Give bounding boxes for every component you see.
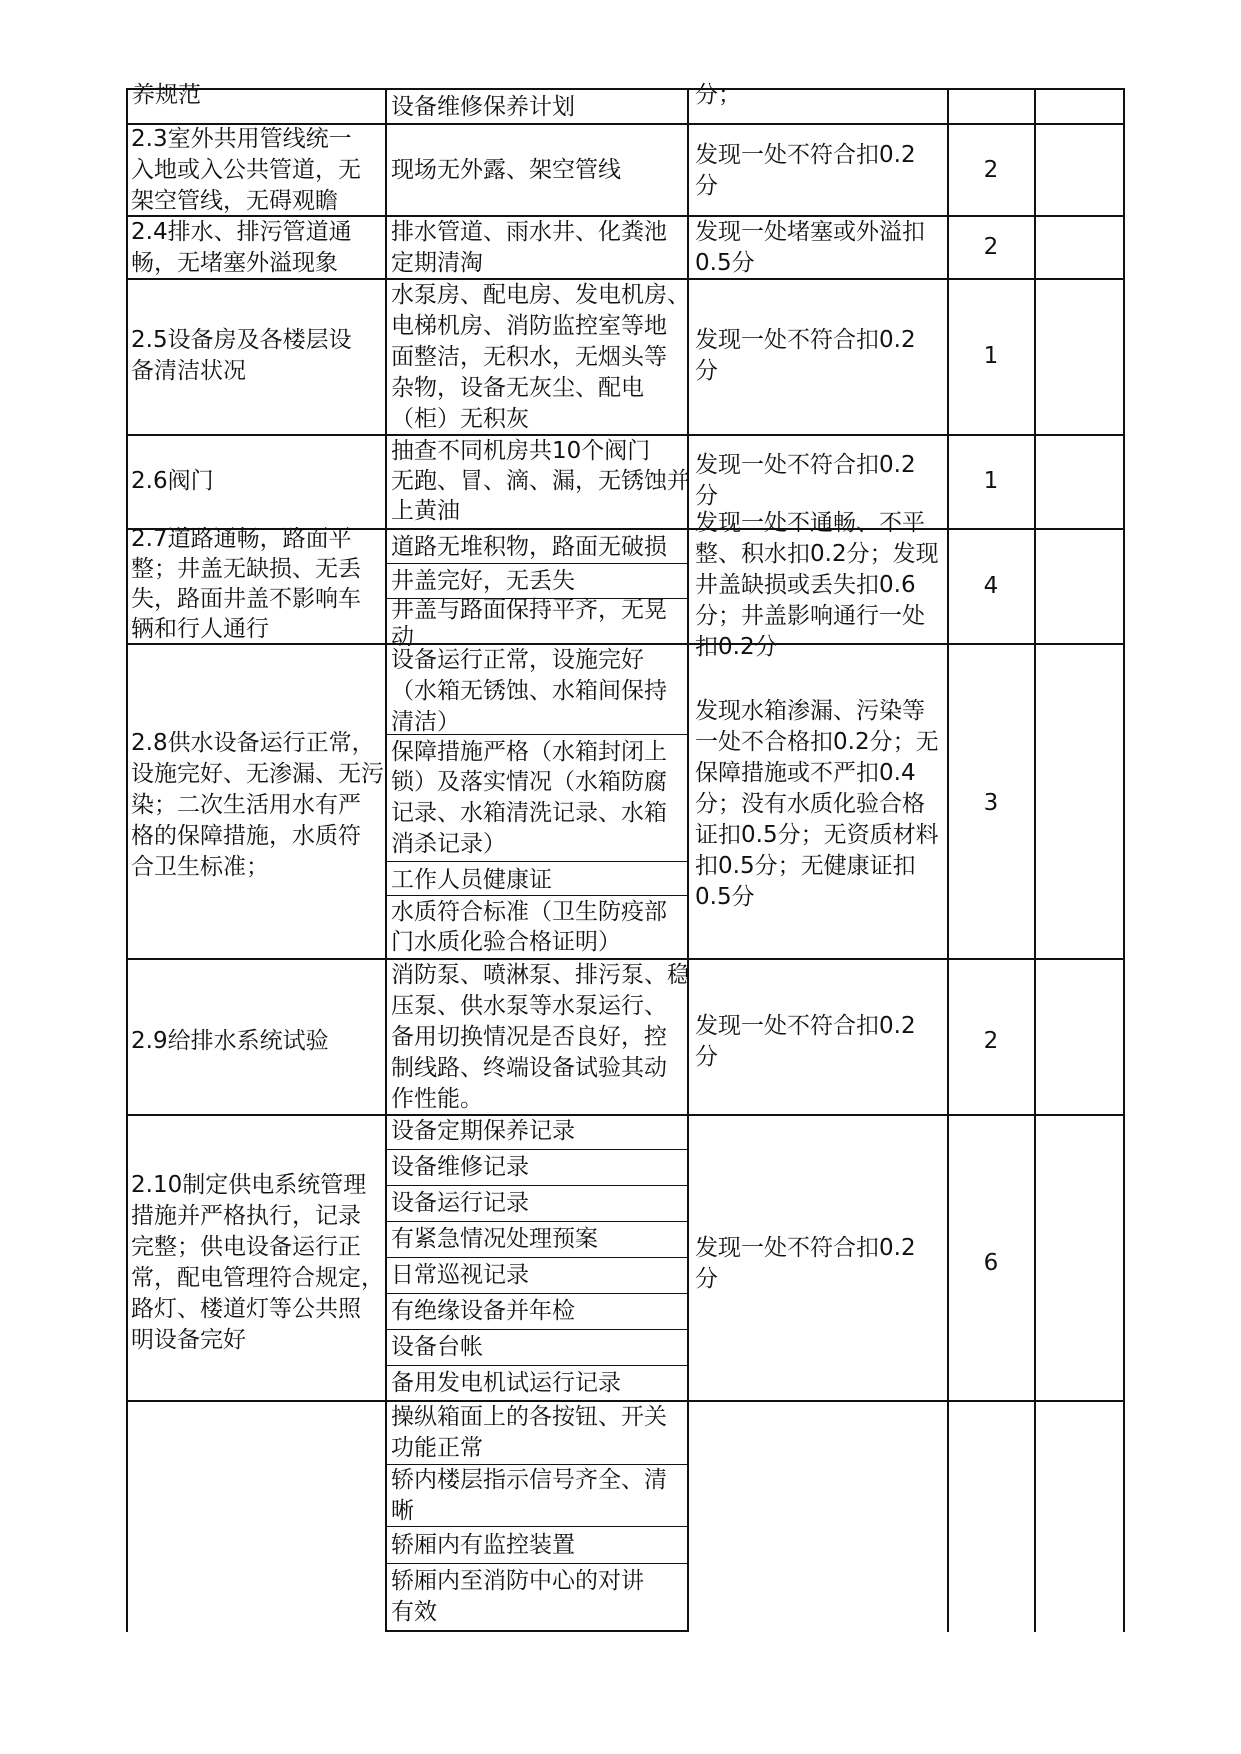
subrow-border (385, 1221, 688, 1222)
standard-text: 有效 (391, 1599, 437, 1625)
standard-text: 备用切换情况是否良好，控 (391, 1024, 667, 1050)
standard-text: 轿厢内至消防中心的对讲 (391, 1568, 644, 1594)
item-text: 2.9给排水系统试验 (131, 1028, 329, 1054)
standard-text: 设备定期保养记录 (391, 1118, 575, 1144)
score-value: 2 (983, 1028, 999, 1054)
deduction-text: 分 (695, 358, 718, 384)
item-text: 明设备完好 (131, 1327, 246, 1353)
item-text: 2.10制定供电系统管理 (131, 1172, 367, 1198)
standard-text: （水箱无锈蚀、水箱间保持 (391, 678, 667, 704)
subrow-border (385, 1329, 688, 1330)
item-text: 2.6阀门 (131, 468, 214, 494)
item-text: 措施并严格执行，记录 (131, 1203, 361, 1229)
item-text: 2.4排水、排污管道通 (131, 219, 352, 245)
score-value: 4 (983, 573, 999, 599)
item-text: 入地或入公共管道，无 (131, 157, 361, 183)
standard-text: （柜）无积灰 (391, 406, 529, 432)
subrow-border (385, 1563, 688, 1564)
deduction-text: 扣0.5分；无健康证扣 (695, 853, 916, 879)
standard-text: 清洁） (391, 709, 460, 735)
standard-text: 水泵房、配电房、发电机房、 (391, 282, 690, 308)
item-text: 辆和行人通行 (131, 616, 269, 642)
standard-text: 备用发电机试运行记录 (391, 1370, 621, 1396)
item-text: 合卫生标准； (131, 854, 269, 880)
standard-text: 操纵箱面上的各按钮、开关 (391, 1404, 667, 1430)
subrow-border (385, 1293, 688, 1294)
score-value: 2 (983, 157, 999, 183)
item-text: 畅，无堵塞外溢现象 (131, 250, 338, 276)
standard-text: 无跑、冒、滴、漏，无锈蚀并 (391, 468, 690, 494)
deduction-text: 分 (695, 173, 718, 199)
table-bottom-border (385, 1630, 689, 1632)
standard-text: 抽查不同机房共10个阀门 (391, 438, 651, 464)
item-text: 完整；供电设备运行正 (131, 1234, 361, 1260)
deduction-text: 发现水箱渗漏、污染等 (695, 698, 925, 724)
standard-text: 设备维修保养计划 (391, 94, 575, 120)
deduction-text: 分；没有水质化验合格 (695, 791, 925, 817)
deduction-text: 发现一处堵塞或外溢扣 (695, 219, 925, 245)
standard-text: 压泵、供水泵等水泵运行、 (391, 993, 667, 1019)
standard-text: 动 (391, 624, 414, 650)
standard-text: 现场无外露、架空管线 (391, 157, 621, 183)
deduction-text: 保障措施或不严扣0.4 (695, 760, 916, 786)
standard-text: 面整洁，无积水，无烟头等 (391, 344, 667, 370)
item-text: 2.8供水设备运行正常， (131, 730, 375, 756)
standard-text: 排水管道、雨水井、化粪池 (391, 219, 667, 245)
deduction-text: 发现一处不符合扣0.2 (695, 1235, 916, 1261)
standard-text: 有绝缘设备并年检 (391, 1298, 575, 1324)
deduction-text: 0.5分 (695, 250, 755, 276)
subrow-border (385, 1149, 688, 1150)
deduction-text: 发现一处不符合扣0.2 (695, 142, 916, 168)
item-text: 常，配电管理符合规定， (131, 1265, 384, 1291)
subrow-border (385, 1365, 688, 1366)
item-text: 格的保障措施，水质符 (131, 823, 361, 849)
standard-text: 工作人员健康证 (391, 867, 552, 893)
deduction-text: 分； (695, 82, 741, 108)
score-value: 2 (983, 234, 999, 260)
item-text: 设施完好、无渗漏、无污 (131, 761, 384, 787)
deduction-text: 分 (695, 1044, 718, 1070)
standard-text: 设备维修记录 (391, 1154, 529, 1180)
standard-text: 设备运行正常，设施完好 (391, 647, 644, 673)
deduction-text: 一处不合格扣0.2分；无 (695, 729, 939, 755)
standard-text: 道路无堆积物，路面无破损 (391, 534, 667, 560)
score-value: 1 (983, 343, 999, 369)
subrow-border (385, 861, 688, 862)
standard-text: 井盖完好，无丢失 (391, 568, 575, 594)
deduction-text: 证扣0.5分；无资质材料 (695, 822, 939, 848)
item-text: 路灯、楼道灯等公共照 (131, 1296, 361, 1322)
score-value: 1 (983, 468, 999, 494)
standard-text: 有紧急情况处理预案 (391, 1226, 598, 1252)
standard-text: 记录、水箱清洗记录、水箱 (391, 800, 667, 826)
item-text: 2.5设备房及各楼层设 (131, 327, 352, 353)
deduction-text: 0.5分 (695, 884, 755, 910)
score-value: 6 (983, 1250, 999, 1276)
standard-text: 消杀记录） (391, 831, 506, 857)
deduction-text: 井盖缺损或丢失扣0.6 (695, 572, 916, 598)
item-text: 整；井盖无缺损、无丢 (131, 556, 361, 582)
deduction-text: 分；井盖影响通行一处 (695, 603, 925, 629)
standard-text: 杂物，设备无灰尘、配电 (391, 375, 644, 401)
standard-text: 上黄油 (391, 498, 460, 524)
standard-text: 设备台帐 (391, 1334, 483, 1360)
item-text: 染；二次生活用水有严 (131, 792, 361, 818)
subrow-border (385, 563, 688, 564)
deduction-text: 分 (695, 1266, 718, 1292)
subrow-border (385, 1185, 688, 1186)
item-text: 养规范 (132, 82, 201, 108)
standard-text: 保障措施严格（水箱封闭上 (391, 739, 667, 765)
standard-text: 消防泵、喷淋泵、排污泵、稳 (391, 962, 690, 988)
item-text: 失，路面井盖不影响车 (131, 586, 361, 612)
score-value: 3 (983, 790, 999, 816)
item-text: 2.7道路通畅，路面平 (131, 526, 352, 552)
deduction-text: 发现一处不符合扣0.2 (695, 327, 916, 353)
standard-text: 轿内楼层指示信号齐全、清 (391, 1467, 667, 1493)
deduction-text: 整、积水扣0.2分；发现 (695, 541, 939, 567)
standard-text: 门水质化验合格证明） (391, 929, 621, 955)
row-border (126, 1114, 1125, 1116)
deduction-text: 扣0.2分 (695, 634, 778, 660)
standard-text: 水质符合标准（卫生防疫部 (391, 899, 667, 925)
item-text: 2.3室外共用管线统一 (131, 126, 352, 152)
standard-text: 晰 (391, 1498, 414, 1524)
standard-text: 轿厢内有监控装置 (391, 1532, 575, 1558)
deduction-text: 分 (695, 483, 718, 509)
standard-text: 作性能。 (391, 1086, 483, 1112)
deduction-text: 发现一处不符合扣0.2 (695, 452, 916, 478)
standard-text: 设备运行记录 (391, 1190, 529, 1216)
item-text: 架空管线，无碍观瞻 (131, 188, 338, 214)
standard-text: 制线路、终端设备试验其动 (391, 1055, 667, 1081)
deduction-text: 发现一处不通畅、不平 (695, 510, 925, 536)
standard-text: 井盖与路面保持平齐，无晃 (391, 597, 667, 623)
standard-text: 日常巡视记录 (391, 1262, 529, 1288)
subrow-border (385, 1526, 688, 1527)
item-text: 备清洁状况 (131, 358, 246, 384)
standard-text: 功能正常 (391, 1435, 483, 1461)
standard-text: 电梯机房、消防监控室等地 (391, 313, 667, 339)
deduction-text: 发现一处不符合扣0.2 (695, 1013, 916, 1039)
standard-text: 锁）及落实情况（水箱防腐 (391, 769, 667, 795)
subrow-border (385, 1257, 688, 1258)
standard-text: 定期清淘 (391, 250, 483, 276)
